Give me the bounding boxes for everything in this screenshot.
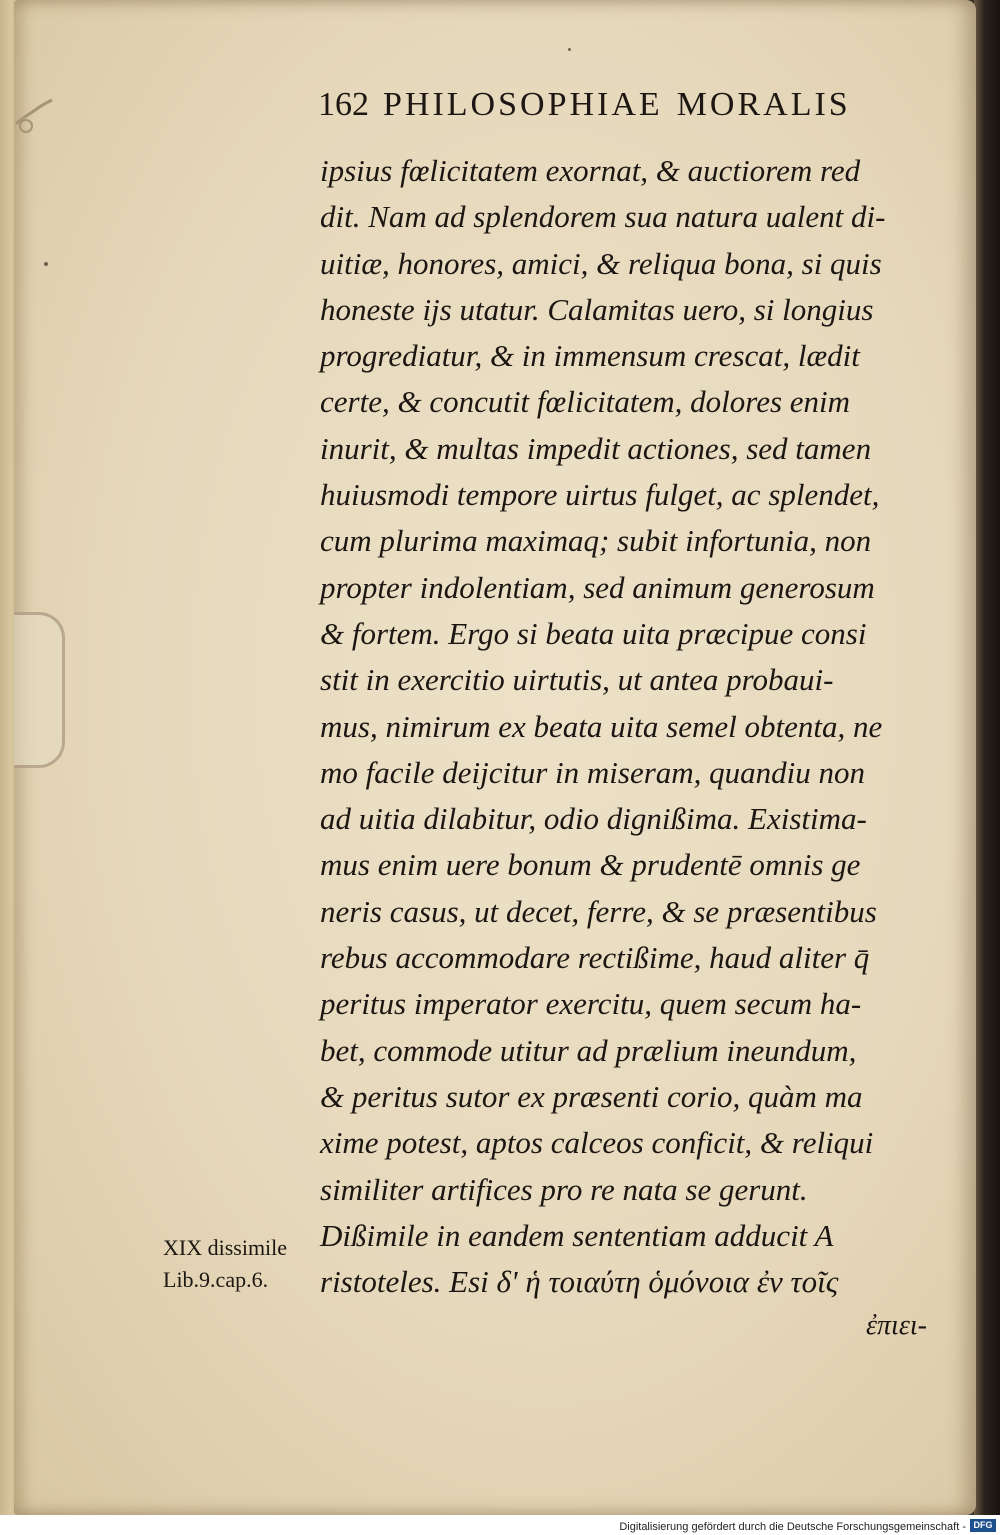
body-text (320, 148, 920, 1305)
text-line: rebus accommodare rectißime, haud aliter q̄ (320, 940, 870, 976)
footer-bar (0, 1515, 1000, 1535)
text-line: mo facile deijcitur in miseram, quandiu non (320, 754, 866, 790)
running-title-part-1: PHILOSOPHIAE (383, 86, 663, 123)
text-line: xime potest, aptos calceos conficit, & reliqui (320, 1125, 874, 1161)
text-line: propter indolentiam, sed animum generosum (320, 569, 875, 605)
catchword: ἐπιει- (866, 1310, 927, 1341)
text-line: uitiæ, honores, amici, & reliqua bona, si quis (320, 245, 882, 281)
funding-credit: Digitalisierung gefördert durch die Deutsche Forschungsgemeinschaft - (619, 1521, 966, 1533)
text-line: Dißimile in eandem sententiam adducit A (320, 1217, 834, 1253)
text-line: ipsius fœlicitatem exornat, & auctiorem red (320, 153, 861, 188)
text-line: certe, & concutit fœlicitatem, dolores enim (320, 384, 851, 420)
marginal-note-line-2: Lib.9.cap.6. (163, 1267, 269, 1292)
text-line: & peritus sutor ex præsenti corio, quàm ma (320, 1078, 863, 1114)
text-line: honeste ijs utatur. Calamitas uero, si longius (320, 291, 874, 327)
text-line: progrediatur, & in immensum crescat, lædit (320, 338, 860, 374)
text-line: cum plurima maximaq; subit infortunia, non (320, 523, 872, 559)
text-line: stit in exercitio uirtutis, ut antea probaui- (320, 662, 834, 698)
book-edge (974, 0, 1000, 1515)
paper-speck (44, 262, 48, 266)
text-line: inurit, & multas impedit actiones, sed tamen (320, 430, 872, 466)
text-line: similiter artifices pro re nata se gerunt. (320, 1171, 808, 1207)
text-line: & fortem. Ergo si beata uita præcipue consi (320, 615, 867, 651)
pin-stain-icon (12, 94, 56, 138)
clip-mark (14, 612, 65, 768)
page-number: 162 (318, 86, 369, 123)
dfg-logo: DFG (970, 1519, 996, 1532)
running-title-part-2: MORALIS (676, 86, 851, 123)
text-line: ristoteles. Esi δ' ἡ τοιαύτη ὁμόνοια ἐν τοῖς (320, 1264, 839, 1300)
text-line: huiusmodi tempore uirtus fulget, ac splendet, (320, 477, 880, 513)
text-line: ad uitia dilabitur, odio dignißima. Existima- (320, 801, 867, 837)
running-header (318, 86, 898, 124)
text-line: mus, nimirum ex beata uita semel obtenta, ne (320, 708, 883, 744)
text-line: bet, commode utitur ad prælium ineundum, (320, 1032, 857, 1068)
text-line: peritus imperator exercitu, quem secum ha- (320, 986, 862, 1022)
text-line: dit. Nam ad splendorem sua natura ualent di- (320, 199, 886, 235)
paper-speck (568, 48, 571, 51)
text-line: mus enim uere bonum & prudentē omnis ge (320, 847, 861, 883)
text-line: neris casus, ut decet, ferre, & se præsentibus (320, 893, 877, 929)
marginal-note-line-1: XIX dissimile (163, 1235, 288, 1260)
marginal-note (163, 1232, 287, 1296)
